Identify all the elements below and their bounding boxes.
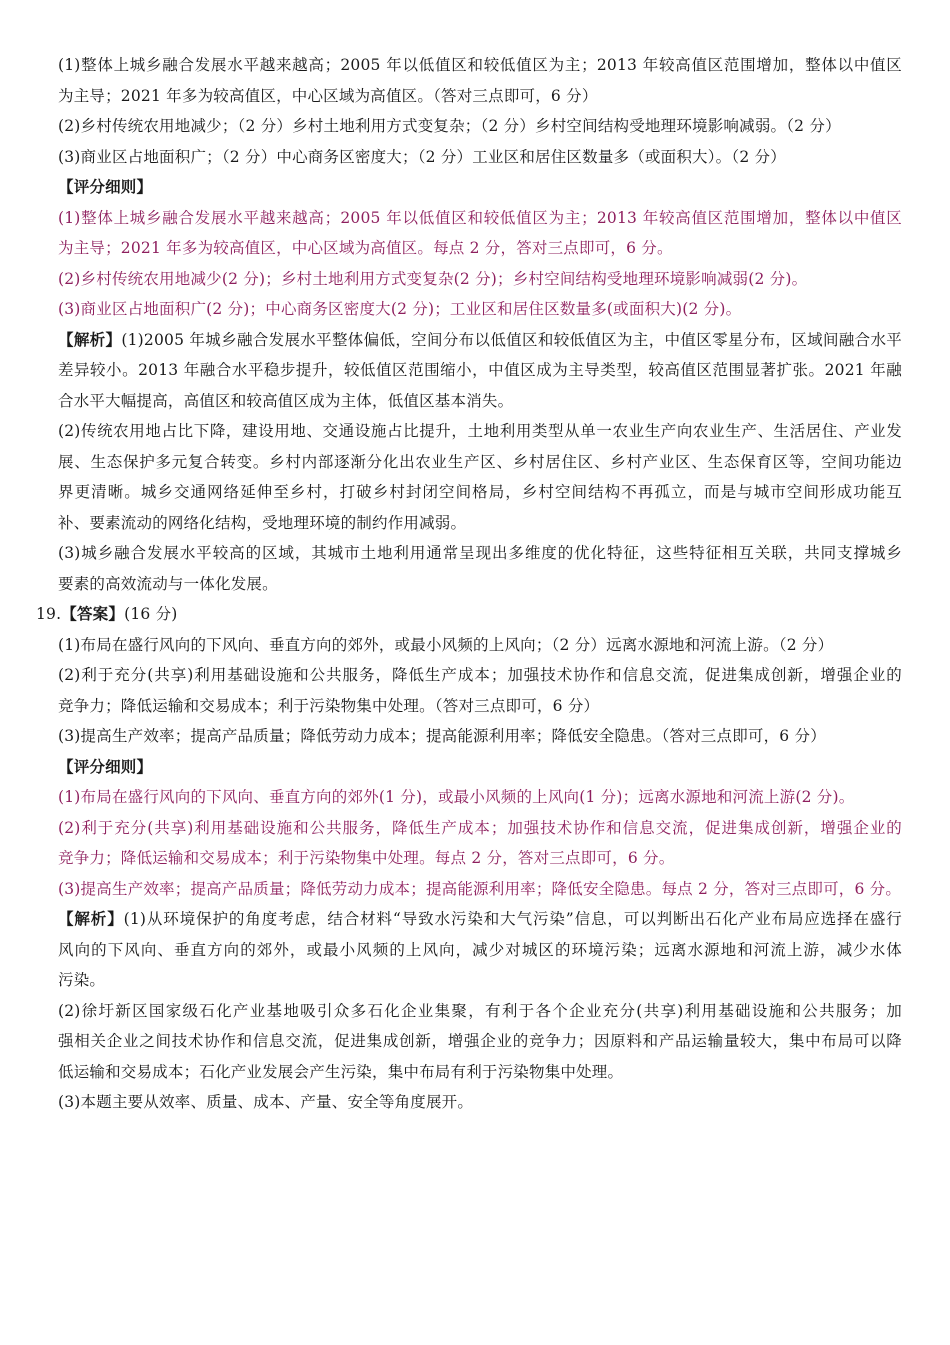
q19-score: (16 分) bbox=[124, 605, 178, 623]
q18-analysis-3-line-2: 要素的高效流动与一体化发展。 bbox=[58, 574, 278, 593]
q19-scoring-heading: 【评分细则】 bbox=[58, 756, 153, 776]
q19-answer-2-line-1: (2)利于充分(共享)利用基础设施和公共服务，降低生产成本；加强技术协作和信息交流，促进集成创新，增强企业的 bbox=[58, 666, 902, 684]
q19-analysis-1-line-1 bbox=[58, 904, 902, 935]
q18-analysis-1-line-3: 合水平大幅提高，高值区和较高值区成为主体，低值区基本消失。 bbox=[58, 391, 514, 410]
q18-scoring-3: (3)商业区占地面积广(2 分)；中心商务区密度大(2 分)；工业区和居住区数量多(或面积大)(2 分)。 bbox=[58, 300, 742, 318]
q19-scoring-3: (3)提高生产效率；提高产品质量；降低劳动力成本；提高能源利用率；降低安全隐患。每点 2 分，答对三点即可，6 分。 bbox=[58, 879, 902, 898]
q19-header bbox=[36, 599, 902, 630]
q18-answer-3: (3)商业区占地面积广；（2 分）中心商务区密度大；（2 分）工业区和居住区数量多（或面积大）。（2 分） bbox=[58, 147, 786, 166]
q18-analysis-2-line-2: 展、生态保护多元复合转变。乡村内部逐渐分化出农业生产区、乡村居住区、乡村产业区、生态保育区等，空间功能边 bbox=[58, 452, 902, 471]
q19-analysis-1-line-2: 风向的下风向、垂直方向的郊外，或最小风频的上风向，减少对城区的环境污染；远离水源地和河流上游，减少水体 bbox=[58, 940, 902, 959]
q18-analysis-1-text: (1)2005 年城乡融合发展水平整体偏低，空间分布以低值区和较低值区为主，中值区零星分布，区域间融合水平 bbox=[121, 330, 902, 349]
q18-analysis-1-line-2: 差异较小。2013 年融合水平稳步提升，较低值区范围缩小，中值区成为主导类型，较高值区范围显著扩张。2021 年融 bbox=[58, 361, 902, 379]
q19-scoring-1: (1)布局在盛行风向的下风向、垂直方向的郊外(1 分)，或最小风频的上风向(1 分)；远离水源地和河流上游(2 分)。 bbox=[58, 788, 855, 806]
q18-analysis-heading: 【解析】 bbox=[58, 329, 122, 349]
q19-scoring-2-line-2: 竞争力；降低运输和交易成本；利于污染物集中处理。每点 2 分，答对三点即可，6 分。 bbox=[58, 849, 675, 867]
q19-answer-2-line-2: 竞争力；降低运输和交易成本；利于污染物集中处理。（答对三点即可，6 分） bbox=[58, 696, 600, 715]
q18-scoring-heading: 【评分细则】 bbox=[58, 177, 153, 196]
q18-answer-2: (2)乡村传统农用地减少；（2 分）乡村土地利用方式变复杂；（2 分）乡村空间结构受地理环境影响减弱。（2 分） bbox=[58, 117, 841, 135]
q19-answer-3: (3)提高生产效率；提高产品质量；降低劳动力成本；提高能源利用率；降低安全隐患。（答对三点即可，6 分） bbox=[58, 727, 826, 745]
q18-analysis-1-line-1 bbox=[58, 325, 902, 356]
q18-analysis-2-line-4: 补、要素流动的网络化结构，受地理环境的制约作用减弱。 bbox=[58, 513, 467, 532]
q18-analysis-2-line-1: (2)传统农用地占比下降，建设用地、交通设施占比提升，土地利用类型从单一农业生产向农业生产、生活居住、产业发 bbox=[58, 422, 902, 440]
q19-scoring-2-line-1: (2)利于充分(共享)利用基础设施和公共服务，降低生产成本；加强技术协作和信息交流，促进集成创新，增强企业的 bbox=[58, 818, 902, 837]
q18-scoring-1-line-2: 为主导；2021 年多为较高值区，中心区域为高值区。每点 2 分，答对三点即可，6 分。 bbox=[58, 239, 673, 257]
q19-answer-1: (1)布局在盛行风向的下风向、垂直方向的郊外，或最小风频的上风向；（2 分）远离水源地和河流上游。（2 分） bbox=[58, 635, 834, 654]
q19-analysis-2-line-1: (2)徐圩新区国家级石化产业基地吸引众多石化企业集聚，有利于各个企业充分(共享)利用基础设施和公共服务；加 bbox=[58, 1001, 902, 1020]
q19-answer-heading: 【答案】 bbox=[61, 604, 125, 623]
q19-analysis-2-line-2: 强相关企业之间技术协作和信息交流，促进集成创新，增强企业的竞争力；因原料和产品运输量较大，集中布局可以降 bbox=[58, 1032, 902, 1050]
q19-analysis-1-text: (1)从环境保护的角度考虑，结合材料“导致水污染和大气污染”信息，可以判断出石化产业布局应选择在盛行 bbox=[123, 910, 902, 928]
q19-number: 19. bbox=[36, 605, 62, 623]
q19-analysis-1-line-3: 污染。 bbox=[58, 971, 106, 989]
q18-scoring-1-line-1: (1)整体上城乡融合发展水平越来越高；2005 年以低值区和较低值区为主；2013 年较高值区范围增加，整体以中值区 bbox=[58, 208, 902, 227]
q19-analysis-2-line-3: 低运输和交易成本；石化产业发展会产生污染，集中布局有利于污染物集中处理。 bbox=[58, 1062, 624, 1081]
q18-scoring-2: (2)乡村传统农用地减少(2 分)；乡村土地利用方式变复杂(2 分)；乡村空间结构受地理环境影响减弱(2 分)。 bbox=[58, 269, 808, 288]
q18-analysis-2-line-3: 界更清晰。城乡交通网络延伸至乡村，打破乡村封闭空间格局，乡村空间结构不再孤立，而是与城市空间形成功能互 bbox=[58, 483, 902, 501]
q19-analysis-heading: 【解析】 bbox=[58, 909, 124, 928]
q19-analysis-3: (3)本题主要从效率、质量、成本、产量、安全等角度展开。 bbox=[58, 1093, 474, 1111]
q18-answer-1-line-1: (1)整体上城乡融合发展水平越来越高；2005 年以低值区和较低值区为主；2013 年较高值区范围增加，整体以中值区 bbox=[58, 56, 902, 74]
q18-answer-1-line-2: 为主导；2021 年多为较高值区，中心区域为高值区。（答对三点即可，6 分） bbox=[58, 86, 598, 105]
q18-analysis-3-line-1: (3)城乡融合发展水平较高的区域，其城市土地利用通常呈现出多维度的优化特征，这些特征相互关联，共同支撑城乡 bbox=[58, 544, 902, 562]
